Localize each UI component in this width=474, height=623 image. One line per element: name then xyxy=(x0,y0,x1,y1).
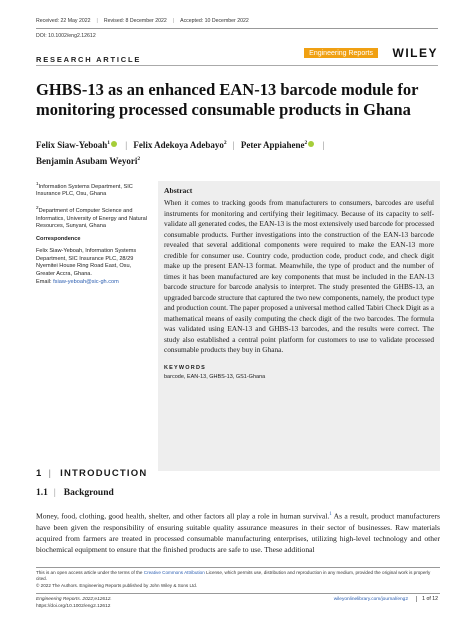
citation-block: Engineering Reports. 2022;e12612. https://doi.org/10.1002/eng2.12612 xyxy=(36,597,112,609)
copyright: © 2022 The Authors. Engineering Reports published by John Wiley & Sons Ltd. xyxy=(36,582,198,588)
author-4[interactable]: Benjamin Asubam Weyori$^2$ xyxy=(36,156,141,166)
author-3[interactable]: Peter Appiahene$^2$ xyxy=(240,140,308,150)
journal-url-link[interactable]: wileyonlinelibrary.com/journal/eng2 xyxy=(333,597,408,602)
revised-date: Revised: 8 December 2022 xyxy=(103,18,167,24)
citation-ref[interactable]: 1 xyxy=(329,512,332,517)
subsection-heading-background: 1.1 | Background xyxy=(36,488,114,498)
affiliation-column xyxy=(36,180,148,291)
article-title: GHBS-13 as an enhanced EAN-13 barcode module for monitoring processed consumable products in Ghana xyxy=(36,80,419,119)
correspondence-heading: Correspondence xyxy=(36,235,81,242)
date-line: Received: 22 May 2022 | Revised: 8 December 2022 | Accepted: 10 December 2022 xyxy=(36,18,438,29)
citation-doi-link[interactable]: https://doi.org/10.1002/eng2.12612 xyxy=(36,603,111,609)
keywords: barcode, EAN-13, GHBS-13, GS1-Ghana xyxy=(164,373,266,380)
author-2[interactable]: Felix Adekoya Adebayo$^2$ xyxy=(133,140,227,150)
cc-license-link[interactable]: Creative Commons Attribution xyxy=(143,570,205,575)
received-date: Received: 22 May 2022 xyxy=(36,18,91,24)
page-number: 1 of 12 xyxy=(416,596,438,602)
publisher-logo[interactable]: WILEY xyxy=(392,46,438,60)
article-type: RESEARCH ARTICLE xyxy=(36,55,142,64)
orcid-icon[interactable] xyxy=(308,141,314,147)
license-note: This is an open access article under the terms of the Creative Commons Attribution License, which permits use, distribution and reproduction in any medium, provided the original work is properly cited. © 2022 The Authors. Engineering Reports published by John Wiley & Sons Ltd. xyxy=(36,570,431,588)
affiliation-1: $^1$Information Systems Department, SIC Insurance PLC, Osu, Ghana xyxy=(36,181,133,198)
affiliation-2: $^2$Department of Computer Science and Informatics, University of Energy and Natural Resources, Sunyani, Ghana xyxy=(36,205,147,230)
orcid-icon[interactable] xyxy=(111,141,117,147)
article-header-row xyxy=(36,44,438,66)
correspondence-body: Felix Siaw-Yeboah, Information Systems Department, SIC Insurance PLC, 28/29 Nyemitei House Ring Road East, Osu, Greater Accra, Ghana. Email: fsiaw-yeboah@sic-gh.com xyxy=(36,248,137,285)
journal-badge[interactable]: Engineering Reports xyxy=(304,48,378,58)
abstract-box xyxy=(158,181,440,471)
doi: DOI: 10.1002/eng2.12612 xyxy=(36,33,96,39)
author-list: Felix Siaw-Yeboah$^1$ | Felix Adekoya Adebayo$^2$ | Peter Appiahene$^2$ | Benjamin Asubam Weyori$^2$ xyxy=(36,140,325,166)
email-link[interactable]: fsiaw-yeboah@sic-gh.com xyxy=(53,278,119,285)
section-heading-introduction: 1 | INTRODUCTION xyxy=(36,468,148,479)
accepted-date: Accepted: 10 December 2022 xyxy=(180,18,249,24)
abstract-heading: Abstract xyxy=(164,186,193,195)
author-1[interactable]: Felix Siaw-Yeboah$^1$ xyxy=(36,140,111,150)
keywords-heading: KEYWORDS xyxy=(164,364,206,371)
bottom-divider xyxy=(36,593,440,594)
header-divider xyxy=(36,65,438,66)
footer-divider xyxy=(36,567,440,568)
body-paragraph: Money, food, clothing, good health, shelter, and other factors all play a role in human survival.$^1$ As a result, product manufacturers have been given the responsibility of ensuring suitable quality assurance measures in their sector of businesses. Raw materials acquired from farmers are treated in processed consumable manufacturing enterprises, utilizing high-level technology and other biochemical equipment to ensure that the finished products are safe to use. These additional xyxy=(36,511,440,554)
abstract-text: When it comes to tracking goods from manufacturers to consumers, barcodes are useful instruments for monitoring and certifying their legitimacy. Because of its capacity to self-validate all generated codes, the EAN-13 is the most extensively used barcode for processed consumable products. Further investigations into the construction of the EAN-13 barcode revealed that several additional components were required to make the EAN-13 more credible for consumer use. Country code, production code, product code, and check digit make up the present EAN-13 format. Meanwhile, the type of product and the number of times it has been manufactured are key components that must be included in the EAN-13 barcode structure for barcode analysis to interpret. The study presented the GHBS-13, an upgraded barcode structure that captured the two new components, namely, the product type and production count. The paper proposed a universal method called Tabiri Check Digit as a mathematical means of easily computing the check digit of the two barcodes. The formula was validated using EAN-13 and GHBS-13 barcodes, and the results were correct. The study also established a central point platform for customers to use to validate processed consumable products they buy in Ghana. xyxy=(164,198,434,354)
